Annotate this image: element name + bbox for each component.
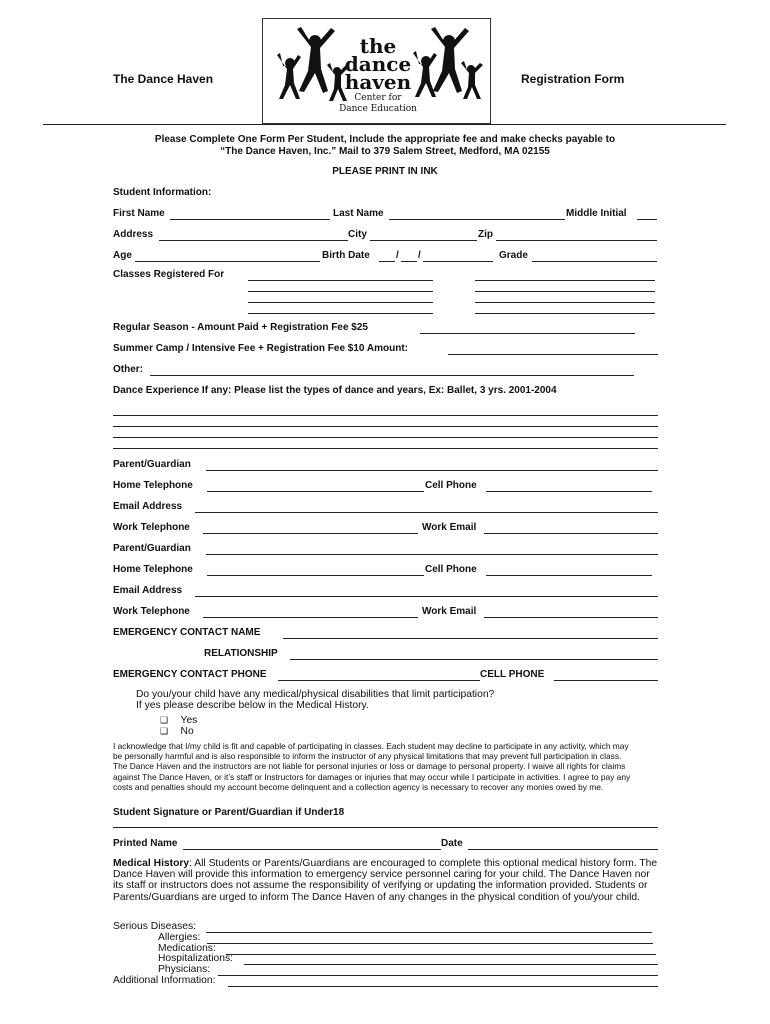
additional-info-label: Additional Information: — [113, 975, 216, 986]
medications-field[interactable] — [226, 954, 656, 955]
age-label: Age — [113, 250, 132, 261]
summer-camp-label: Summer Camp / Intensive Fee + Registration Fee $10 Amount: — [113, 343, 408, 354]
parent1-work-tel-field[interactable] — [203, 533, 418, 534]
experience-field-1[interactable] — [113, 415, 658, 416]
parent2-work-tel-label: Work Telephone — [113, 606, 190, 617]
emergency-name-field[interactable] — [283, 638, 658, 639]
other-field[interactable] — [150, 375, 634, 376]
parent1-home-tel-label: Home Telephone — [113, 480, 193, 491]
additional-info-field[interactable] — [228, 986, 658, 987]
logo-word-the: the — [359, 34, 397, 58]
parent1-work-email-field[interactable] — [484, 533, 658, 534]
hospitalizations-field[interactable] — [244, 964, 658, 965]
parent2-work-email-field[interactable] — [484, 617, 658, 618]
medical-history-paragraph — [113, 858, 661, 903]
parent1-guardian-field[interactable] — [206, 470, 658, 471]
class-field-7[interactable] — [475, 302, 655, 303]
birth-month-field[interactable] — [379, 261, 395, 262]
medications-label: Medications: — [158, 943, 216, 954]
serious-diseases-label: Serious Diseases: — [113, 921, 196, 932]
emergency-phone-label: EMERGENCY CONTACT PHONE — [113, 669, 267, 680]
logo-word-haven: haven — [344, 70, 412, 94]
class-field-4[interactable] — [248, 313, 433, 314]
medical-history-body: : All Students or Parents/Guardians are encouraged to complete this optional medical history form. The Dance Haven will provide this information to emergency service personnel caring for your child. The Dance Haven nor its staff or instructors does not assume the responsibility of verifying or updating the information provided. Students or Parents/Guardians are urged to inform The Dance Haven of any changes in the physical condition of you/your child. — [113, 858, 658, 903]
hospitalizations-label: Hospitalizations: — [158, 953, 233, 964]
instructions-line1: Please Complete One Form Per Student, Include the appropriate fee and make checks payable to — [154, 134, 616, 145]
parent1-cell-label: Cell Phone — [425, 480, 477, 491]
class-field-6[interactable] — [475, 291, 655, 292]
allergies-label: Allergies: — [158, 932, 201, 943]
checkbox-icon[interactable]: ❏ — [160, 715, 169, 725]
parent1-guardian-label: Parent/Guardian — [113, 459, 191, 470]
yes-label: Yes — [180, 715, 198, 726]
no-label: No — [180, 726, 194, 737]
address-label: Address — [113, 229, 154, 240]
physicians-field[interactable] — [218, 975, 658, 976]
address-field[interactable] — [159, 240, 348, 241]
parent1-email-label: Email Address — [113, 501, 183, 512]
city-field[interactable] — [370, 240, 477, 241]
instructions-line2: “The Dance Haven, Inc.” Mail to 379 Salem Street, Medford, MA 02155 — [220, 146, 550, 157]
first-name-label: First Name — [113, 208, 165, 219]
experience-field-4[interactable] — [113, 448, 658, 449]
parent1-email-field[interactable] — [195, 512, 658, 513]
date-label: Date — [441, 838, 463, 849]
logo-sub1: Center for — [354, 93, 402, 103]
parent2-home-tel-field[interactable] — [207, 575, 424, 576]
parent2-home-tel-label: Home Telephone — [113, 564, 193, 575]
signature-field[interactable] — [113, 827, 658, 828]
class-field-8[interactable] — [475, 313, 655, 314]
regular-season-label: Regular Season - Amount Paid + Registration Fee $25 — [113, 322, 368, 333]
parent2-work-email-label: Work Email — [422, 606, 477, 617]
parent2-guardian-label: Parent/Guardian — [113, 543, 191, 554]
class-field-5[interactable] — [475, 280, 655, 281]
header-divider — [43, 124, 726, 125]
printed-name-label: Printed Name — [113, 838, 178, 849]
physicians-label: Physicians: — [158, 964, 211, 975]
date-slash-2: / — [418, 250, 421, 261]
birth-day-field[interactable] — [401, 261, 417, 262]
parent2-work-tel-field[interactable] — [203, 617, 418, 618]
medical-question-line1: Do you/your child have any medical/physical disabilities that limit participation? — [136, 689, 495, 700]
regular-season-field[interactable] — [420, 333, 635, 334]
last-name-label: Last Name — [333, 208, 384, 219]
medical-history-title: Medical History — [113, 858, 190, 869]
zip-label: Zip — [478, 229, 493, 240]
liability-waiver: I acknowledge that I/my child is fit and capable of participating in classes. Each student may decline to participate in any activity, which may be personally harmful and is also responsible to inform the instructor of any physical limitations that may prevent full participation in class. The Dance Haven and the instructors are not liable for personal injuries or loss or damage to personal property. I waive all rights for claims against The Dance Haven, or it’s staff or Instructors for damages or injuries that may occur while I participate in activities. I agree to pay any costs and penalties should my account become delinquent and a collection agency is necessary to recover any monies owed by me. — [113, 741, 631, 792]
printed-name-field[interactable] — [183, 849, 441, 850]
class-field-1[interactable] — [248, 280, 433, 281]
grade-field[interactable] — [532, 261, 657, 262]
medical-question-line2: If yes please describe below in the Medical History. — [136, 700, 369, 711]
emergency-name-label: EMERGENCY CONTACT NAME — [113, 627, 261, 638]
relationship-field[interactable] — [290, 659, 658, 660]
parent2-email-field[interactable] — [195, 596, 658, 597]
first-name-field[interactable] — [170, 219, 330, 220]
summer-camp-field[interactable] — [448, 354, 658, 355]
logo-sub2: Dance Education — [339, 104, 417, 114]
experience-field-3[interactable] — [113, 437, 658, 438]
class-field-2[interactable] — [248, 291, 433, 292]
dance-experience-label: Dance Experience If any: Please list the types of dance and years, Ex: Ballet, 3 yrs. 2001-2004 — [113, 385, 557, 396]
student-info-heading: Student Information: — [113, 187, 212, 198]
emergency-cell-label: CELL PHONE — [480, 669, 545, 680]
grade-label: Grade — [499, 250, 528, 261]
classes-label: Classes Registered For — [113, 269, 225, 280]
emergency-phone-field[interactable] — [278, 680, 480, 681]
age-field[interactable] — [135, 261, 320, 262]
city-label: City — [348, 229, 367, 240]
last-name-field[interactable] — [389, 219, 565, 220]
date-field[interactable] — [468, 849, 658, 850]
date-slash-1: / — [396, 250, 399, 261]
logo — [262, 18, 491, 124]
birth-year-field[interactable] — [423, 261, 493, 262]
checkbox-icon[interactable]: ❏ — [160, 726, 169, 736]
parent1-work-email-label: Work Email — [422, 522, 477, 533]
parent1-cell-field[interactable] — [486, 491, 652, 492]
class-field-3[interactable] — [248, 302, 433, 303]
print-in-ink: PLEASE PRINT IN INK — [332, 166, 438, 177]
org-title: The Dance Haven — [113, 72, 214, 86]
parent2-guardian-field[interactable] — [206, 554, 658, 555]
parent2-cell-field[interactable] — [486, 575, 652, 576]
logo-word-dance: dance — [344, 52, 412, 76]
middle-initial-label: Middle Initial — [566, 208, 627, 219]
parent1-work-tel-label: Work Telephone — [113, 522, 190, 533]
other-label: Other: — [113, 364, 143, 375]
signature-label: Student Signature or Parent/Guardian if Under18 — [113, 807, 345, 818]
birth-date-label: Birth Date — [322, 250, 370, 261]
serious-diseases-field[interactable] — [206, 932, 652, 933]
parent1-home-tel-field[interactable] — [207, 491, 424, 492]
allergies-field[interactable] — [207, 943, 653, 944]
emergency-cell-field[interactable] — [554, 680, 658, 681]
relationship-label: RELATIONSHIP — [204, 648, 278, 659]
no-option[interactable] — [160, 721, 194, 739]
parent2-email-label: Email Address — [113, 585, 183, 596]
zip-field[interactable] — [496, 240, 657, 241]
experience-field-2[interactable] — [113, 426, 658, 427]
parent2-cell-label: Cell Phone — [425, 564, 477, 575]
form-title: Registration Form — [521, 72, 625, 86]
middle-initial-field[interactable] — [637, 219, 657, 220]
